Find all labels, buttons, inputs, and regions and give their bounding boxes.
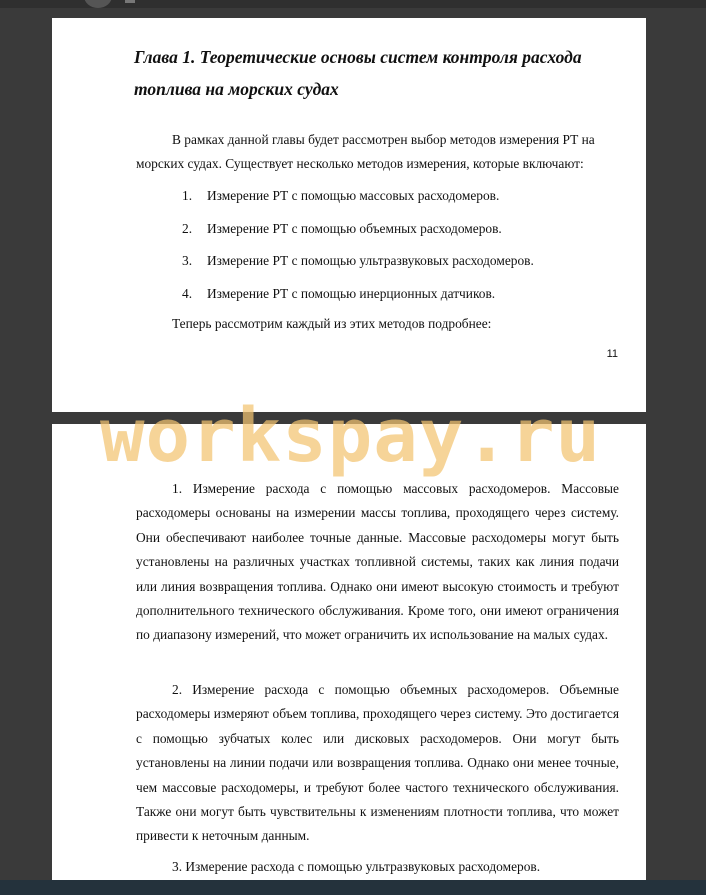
chapter-title: Глава 1. Теоретические основы систем контроля расхода топлива на морских судах [134,47,582,99]
watermark: workspay.ru [100,393,602,479]
body-paragraph: 1. Измерение расхода с помощью массовых расходомеров. Массовые расходомеры основаны на измерении массы топлива, проходящего через систему. Они обеспечивают наиболее точные данные. Массовые расходомеры могут быть установлены на различных участках топливной системы, таких как линия подачи или линия возвращения топлива. Однако они имеют высокую стоимость и требуют дополнительного технического обслуживания. Кроме того, они имеют ограничения по диапазону измерений, что может ограничить их использование на малых судах. [136,481,619,643]
outro-paragraph: Теперь рассмотрим каждый из этих методов подробнее: [172,316,492,331]
page-number: 11 [606,348,618,360]
list-item: 3. Измерение РТ с помощью ультразвуковых расходомеров. [182,253,534,268]
toolbar-button[interactable] [84,0,112,8]
body-paragraph: 2. Измерение расхода с помощью объемных расходомеров. Объемные расходомеры измеряют объем топлива, проходящего через систему. Это достигается с помощью зубчатых колес или дисковых расходомеров. Они могут быть установлены на линии подачи или возвращения топлива. Однако они менее точные, чем массовые расходомеры, и требуют более частого технического обслуживания. Также они могут быть чувствительны к изменениям плотности топлива, что может привести к неточным данным. [136,682,619,844]
viewer-top-bar [0,0,706,8]
body-paragraph: 3. Измерение расхода с помощью ультразвуковых расходомеров. [172,859,541,874]
taskbar [0,880,706,895]
document-page-11 [52,18,646,412]
document-page-12 [52,424,646,895]
toolbar-control[interactable] [125,0,135,3]
intro-paragraph: В рамках данной главы будет рассмотрен выбор методов измерения РТ на морских судах. Существует несколько методов измерения, которые включают: [136,132,595,171]
list-item: 4. Измерение РТ с помощью инерционных датчиков. [182,285,496,301]
methods-list [182,184,534,314]
list-item: 2. Измерение РТ с помощью объемных расходомеров. [182,220,502,236]
list-item: 1. Измерение РТ с помощью массовых расходомеров. [182,188,500,203]
